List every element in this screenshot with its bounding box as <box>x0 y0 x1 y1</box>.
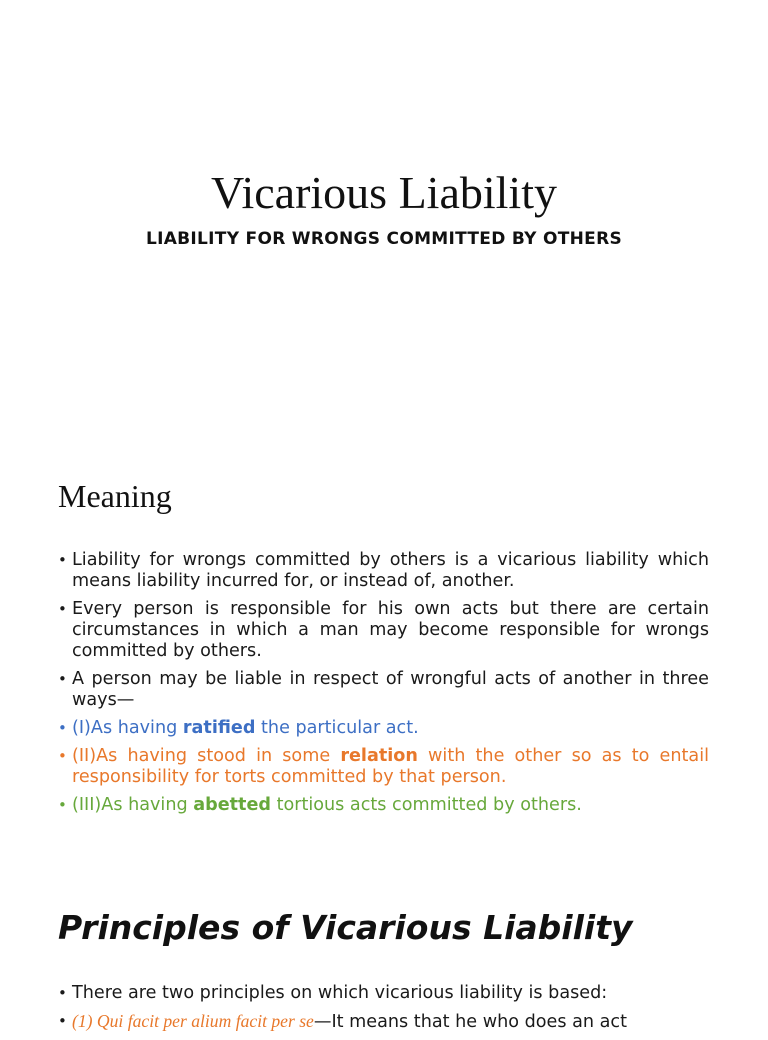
slide-title: Vicarious Liability <box>211 167 557 218</box>
meaning-heading: Meaning <box>58 478 172 514</box>
meaning-bullet-1: • Liability for wrongs committed by others is a vicarious liability which means liability incurred for, or instead of, another. <box>58 550 709 592</box>
slide-subtitle: LIABILITY FOR WRONGS COMMITTED BY OTHERS <box>145 229 623 249</box>
meaning-bullet-3: • A person may be liable in respect of wrongful acts of another in three ways— <box>58 669 709 711</box>
principles-heading: Principles of Vicarious Liability <box>58 908 633 947</box>
way-ratified <box>58 718 709 739</box>
principles-bullet-2 <box>58 1011 709 1033</box>
meaning-bullet-list <box>58 550 709 823</box>
meaning-bullet-2: • Every person is responsible for his own acts but there are certain circumstances in which a man may become responsible for wrongs committed by others. <box>58 599 709 662</box>
way-relation-post: with the other so as to entail responsibility for torts committed by that person. <box>72 746 709 787</box>
way-relation <box>58 746 709 788</box>
way-abetted-post: tortious acts committed by others. <box>270 795 582 815</box>
way-ratified-keyword: ratified <box>182 718 256 738</box>
way-abetted-pre: (III)As having <box>72 795 194 815</box>
way-abetted <box>58 795 709 816</box>
way-ratified-pre: (I)As having <box>72 718 183 738</box>
principle-maxim: (1) Qui facit per alium facit per se <box>72 1011 314 1031</box>
principles-bullet-1: • There are two principles on which vicarious liability is based: <box>58 983 709 1004</box>
way-relation-keyword: relation <box>340 746 418 766</box>
principle-explanation: —It means that he who does an act <box>313 1012 627 1032</box>
way-ratified-post: the particular act. <box>255 718 419 738</box>
way-relation-pre: (II)As having stood in some <box>72 746 341 766</box>
way-abetted-keyword: abetted <box>193 795 271 815</box>
principles-bullet-list <box>58 983 709 1040</box>
